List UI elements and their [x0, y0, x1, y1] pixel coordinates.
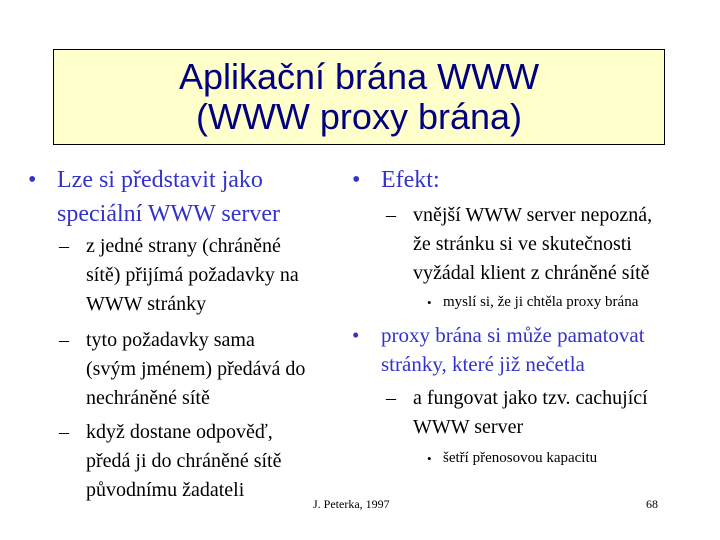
right-sub-1-line-1: vnější WWW server nepozná, [413, 204, 653, 226]
left-subitems-2 [59, 326, 305, 413]
right-bullet-1 [352, 163, 440, 197]
left-sub-2 [59, 326, 305, 413]
right-sub-1-line-3: vyžádal klient z chráněné sítě [413, 262, 650, 284]
right-subsub-2-wrap [427, 447, 597, 470]
right-subsub-1 [427, 291, 638, 314]
right-bullet-2-wrap [352, 321, 645, 379]
dash-marker: – [59, 421, 69, 443]
left-sub-2-line-2: (svým jménem) předává do [86, 358, 306, 380]
left-sub-2-line-1: tyto požadavky sama [86, 329, 255, 351]
right-bullet-1-line-1: Efekt: [381, 167, 440, 193]
right-sub-2-wrap [386, 384, 648, 442]
left-subitems-3 [59, 418, 281, 505]
right-sub-2-line-2: WWW server [413, 416, 524, 438]
left-sub-2-line-3: nechráněné sítě [86, 387, 210, 409]
left-sub-3 [59, 418, 281, 505]
right-sub-1-wrap [386, 201, 652, 288]
left-sub-3-line-1: když dostane odpověď, [86, 421, 273, 443]
bullet-marker: • [28, 167, 37, 193]
right-bullet-2-line-1: proxy brána si může pamatovat [381, 323, 645, 347]
left-sub-1-line-3: WWW stránky [86, 293, 207, 315]
right-sub-1-line-2: že stránku si ve skutečnosti [413, 233, 632, 255]
left-sub-1-line-1: z jedné strany (chráněné [86, 235, 281, 257]
left-subitems [59, 232, 299, 319]
left-bullet-1 [28, 163, 280, 231]
title-line-2: (WWW proxy brána) [195, 96, 523, 137]
right-subsub-2-line-1: šetří přenosovou kapacitu [443, 450, 598, 466]
footer-author: J. Peterka, 1997 [313, 497, 390, 511]
right-bullet-2 [352, 321, 645, 379]
title-line-1: Aplikační brána WWW [178, 56, 540, 97]
right-subsub-1-line-1: myslí si, že ji chtěla proxy brána [443, 294, 639, 310]
right-bullet-2-line-2: stránky, které již nečetla [381, 352, 585, 376]
bullet-marker: • [427, 451, 432, 466]
dash-marker: – [386, 387, 396, 409]
bullet-marker: • [352, 323, 360, 347]
right-sub-2 [386, 384, 648, 442]
dash-marker: – [386, 204, 396, 226]
left-bullet-1-line-2: speciální WWW server [57, 201, 281, 227]
right-bullet-1-wrap [352, 163, 440, 197]
left-bullet-1-line-1: Lze si představit jako [57, 167, 263, 193]
dash-marker: – [59, 329, 69, 351]
left-sub-3-line-3: původnímu žadateli [86, 479, 245, 501]
right-subsub-2 [427, 447, 597, 470]
right-sub-1 [386, 201, 652, 288]
right-subsub-1-wrap [427, 291, 638, 314]
bullet-marker: • [352, 167, 361, 193]
left-sub-1 [59, 232, 299, 319]
left-column [28, 163, 280, 231]
left-sub-1-line-2: sítě) přijímá požadavky na [86, 264, 299, 286]
left-sub-3-line-2: předá ji do chráněné sítě [86, 450, 282, 472]
right-sub-2-line-1: a fungovat jako tzv. cachující [413, 387, 648, 409]
bullet-marker: • [427, 295, 432, 310]
slide-title [53, 49, 665, 145]
dash-marker: – [59, 235, 69, 257]
page-number: 68 [646, 497, 658, 511]
